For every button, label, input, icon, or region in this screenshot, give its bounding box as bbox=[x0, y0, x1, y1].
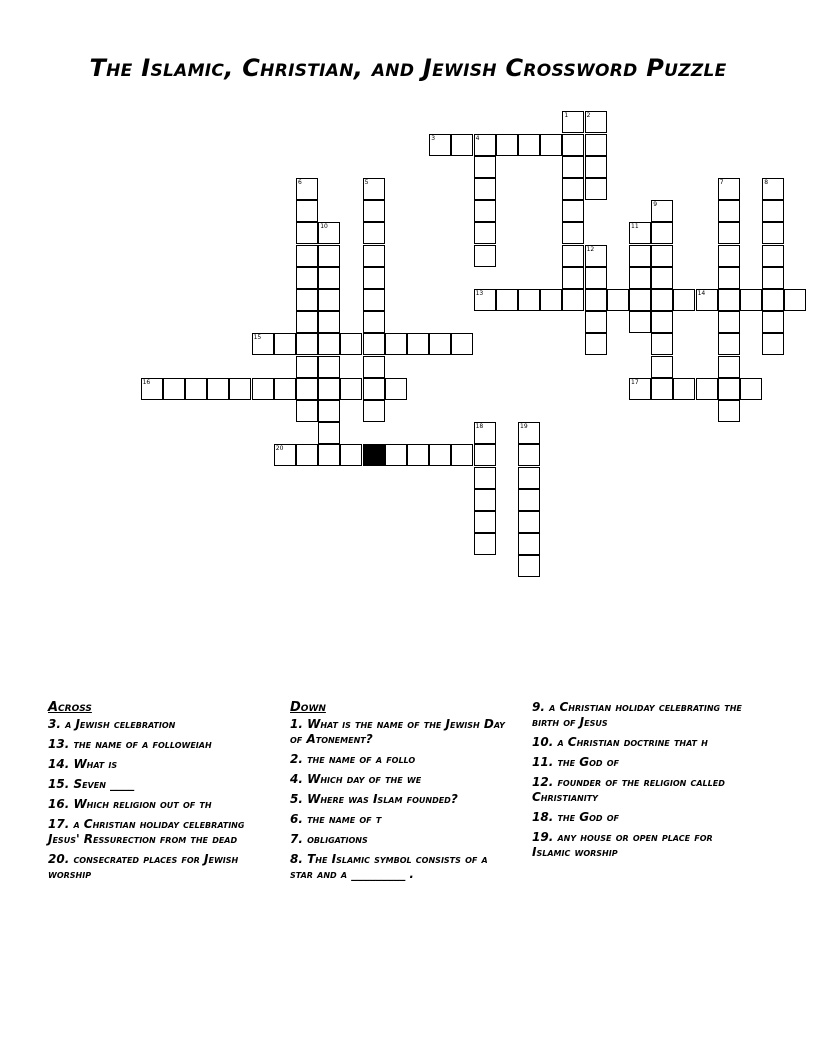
grid-cell[interactable] bbox=[562, 245, 584, 267]
clue-number-label: 8. bbox=[290, 852, 308, 866]
clue-number-label: 11. bbox=[532, 755, 558, 769]
grid-cell[interactable] bbox=[318, 356, 340, 378]
grid-cell[interactable] bbox=[540, 134, 562, 156]
clue-number-label: 9. bbox=[532, 700, 550, 714]
across-heading: Across bbox=[48, 700, 92, 715]
grid-cell[interactable] bbox=[274, 378, 296, 400]
grid-cell[interactable] bbox=[762, 200, 784, 222]
grid-cell[interactable] bbox=[585, 134, 607, 156]
grid-cell[interactable] bbox=[496, 134, 518, 156]
grid-cell[interactable] bbox=[762, 222, 784, 244]
clue-text: consecrated places for Jewish worship bbox=[48, 852, 239, 881]
grid-cell[interactable] bbox=[474, 533, 496, 555]
grid-cell[interactable] bbox=[718, 289, 740, 311]
clue-text: founder of the religion called Christianity bbox=[532, 775, 725, 804]
grid-cell[interactable] bbox=[718, 333, 740, 355]
clue-text: a Christian doctrine that h bbox=[557, 735, 708, 749]
grid-cell[interactable] bbox=[762, 289, 784, 311]
grid-cell[interactable] bbox=[629, 289, 651, 311]
clue-number-label: 15. bbox=[48, 777, 74, 791]
grid-cell[interactable] bbox=[651, 267, 673, 289]
grid-cell[interactable] bbox=[718, 245, 740, 267]
clue-item bbox=[532, 775, 754, 805]
grid-cell[interactable] bbox=[518, 467, 540, 489]
grid-cell[interactable] bbox=[585, 333, 607, 355]
clue-number-label: 18. bbox=[532, 810, 558, 824]
black-cell bbox=[363, 444, 385, 466]
clue-item bbox=[532, 810, 754, 825]
clue-number: 4 bbox=[475, 134, 480, 142]
grid-cell[interactable] bbox=[318, 422, 340, 444]
grid-cell[interactable] bbox=[718, 222, 740, 244]
grid-cell[interactable] bbox=[474, 467, 496, 489]
clue-number: 12 bbox=[586, 245, 595, 253]
clue-number: 3 bbox=[431, 134, 436, 142]
clue-item bbox=[532, 735, 754, 750]
grid-cell[interactable] bbox=[185, 378, 207, 400]
grid-cell[interactable] bbox=[718, 356, 740, 378]
clue-text: the name of a follo bbox=[307, 752, 416, 766]
grid-cell[interactable] bbox=[562, 178, 584, 200]
grid-cell[interactable] bbox=[451, 333, 473, 355]
grid-cell[interactable] bbox=[762, 267, 784, 289]
grid-cell[interactable] bbox=[562, 200, 584, 222]
clue-item bbox=[532, 755, 754, 770]
grid-cell[interactable] bbox=[718, 311, 740, 333]
grid-cell[interactable] bbox=[363, 378, 385, 400]
grid-cell[interactable] bbox=[363, 289, 385, 311]
clue-text: a Christian holiday celebrating the birth of Jesus bbox=[532, 700, 742, 729]
grid-cell[interactable] bbox=[562, 222, 584, 244]
grid-cell[interactable] bbox=[585, 289, 607, 311]
clue-number-label: 6. bbox=[290, 812, 308, 826]
grid-cell[interactable] bbox=[141, 378, 163, 400]
grid-cell[interactable] bbox=[518, 422, 540, 444]
grid-cell[interactable] bbox=[296, 333, 318, 355]
grid-cell[interactable] bbox=[318, 333, 340, 355]
clue-number-label: 3. bbox=[48, 717, 66, 731]
grid-cell[interactable] bbox=[407, 333, 429, 355]
grid-cell[interactable] bbox=[340, 378, 362, 400]
grid-cell[interactable] bbox=[474, 245, 496, 267]
grid-cell[interactable] bbox=[762, 178, 784, 200]
grid-cell[interactable] bbox=[651, 311, 673, 333]
clue-item bbox=[290, 792, 512, 807]
grid-cell[interactable] bbox=[651, 378, 673, 400]
grid-cell[interactable] bbox=[562, 289, 584, 311]
grid-cell[interactable] bbox=[518, 289, 540, 311]
grid-cell[interactable] bbox=[363, 200, 385, 222]
grid-cell[interactable] bbox=[629, 245, 651, 267]
down-clues-continued bbox=[532, 700, 754, 865]
grid-cell[interactable] bbox=[762, 333, 784, 355]
grid-cell[interactable] bbox=[274, 444, 296, 466]
clue-item bbox=[48, 852, 270, 882]
grid-cell[interactable] bbox=[740, 378, 762, 400]
clue-number: 8 bbox=[764, 179, 769, 186]
clue-item bbox=[48, 737, 270, 752]
grid-cell[interactable] bbox=[296, 400, 318, 422]
grid-cell[interactable] bbox=[274, 333, 296, 355]
grid-cell[interactable] bbox=[607, 289, 629, 311]
clue-number-label: 19. bbox=[532, 830, 558, 844]
grid-cell[interactable] bbox=[718, 378, 740, 400]
grid-cell[interactable] bbox=[340, 333, 362, 355]
grid-cell[interactable] bbox=[429, 333, 451, 355]
grid-cell[interactable] bbox=[385, 333, 407, 355]
grid-cell[interactable] bbox=[518, 489, 540, 511]
grid-cell[interactable] bbox=[540, 289, 562, 311]
grid-cell[interactable] bbox=[296, 267, 318, 289]
grid-cell[interactable] bbox=[629, 311, 651, 333]
grid-cell[interactable] bbox=[296, 200, 318, 222]
grid-cell[interactable] bbox=[429, 444, 451, 466]
grid-cell[interactable] bbox=[363, 356, 385, 378]
grid-cell[interactable] bbox=[474, 289, 496, 311]
clue-text: What is the name of the Jewish Day of Atonement? bbox=[290, 717, 505, 746]
grid-cell[interactable] bbox=[385, 444, 407, 466]
clue-text: Which day of the we bbox=[307, 772, 422, 786]
grid-cell[interactable] bbox=[363, 178, 385, 200]
clue-number-label: 12. bbox=[532, 775, 558, 789]
grid-cell[interactable] bbox=[340, 444, 362, 466]
clue-number-label: 14. bbox=[48, 757, 74, 771]
clue-item bbox=[290, 812, 512, 827]
clue-item bbox=[48, 717, 270, 732]
grid-cell[interactable] bbox=[585, 156, 607, 178]
clue-item bbox=[290, 852, 512, 882]
page-title: The Islamic, Christian, and Jewish Crossword Puzzle bbox=[89, 54, 727, 82]
grid-cell[interactable] bbox=[718, 400, 740, 422]
clue-number: 11 bbox=[631, 223, 639, 231]
clue-number-label: 10. bbox=[532, 735, 558, 749]
grid-cell[interactable] bbox=[629, 267, 651, 289]
grid-cell[interactable] bbox=[296, 222, 318, 244]
clue-number-label: 7. bbox=[290, 832, 308, 846]
grid-cell[interactable] bbox=[296, 311, 318, 333]
grid-cell[interactable] bbox=[651, 333, 673, 355]
grid-cell[interactable] bbox=[585, 178, 607, 200]
grid-cell[interactable] bbox=[518, 533, 540, 555]
clue-item bbox=[48, 777, 270, 792]
grid-cell[interactable] bbox=[562, 134, 584, 156]
grid-cell[interactable] bbox=[474, 511, 496, 533]
grid-cell[interactable] bbox=[318, 311, 340, 333]
grid-cell[interactable] bbox=[562, 156, 584, 178]
clue-number: 1 bbox=[564, 112, 569, 120]
grid-cell[interactable] bbox=[474, 134, 496, 156]
clue-number: 14 bbox=[697, 290, 706, 297]
grid-cell[interactable] bbox=[296, 356, 318, 378]
grid-cell[interactable] bbox=[585, 311, 607, 333]
grid-cell[interactable] bbox=[673, 378, 695, 400]
clue-item bbox=[290, 717, 512, 747]
down-clues bbox=[290, 700, 512, 887]
grid-cell[interactable] bbox=[229, 378, 251, 400]
clue-number-label: 16. bbox=[48, 797, 74, 811]
clue-text: Seven ____ bbox=[73, 777, 135, 791]
grid-cell[interactable] bbox=[318, 222, 340, 244]
clue-text: The Islamic symbol consists of a star and a _________ . bbox=[290, 852, 488, 881]
grid-cell[interactable] bbox=[474, 222, 496, 244]
clue-number: 13 bbox=[475, 290, 484, 297]
grid-cell[interactable] bbox=[585, 111, 607, 133]
clue-item bbox=[290, 752, 512, 767]
grid-cell[interactable] bbox=[318, 245, 340, 267]
clue-number: 15 bbox=[253, 334, 262, 342]
grid-cell[interactable] bbox=[496, 289, 518, 311]
grid-cell[interactable] bbox=[363, 333, 385, 355]
grid-cell[interactable] bbox=[562, 111, 584, 133]
grid-cell[interactable] bbox=[385, 378, 407, 400]
clue-text: the name of t bbox=[307, 812, 382, 826]
clue-text: the God of bbox=[557, 810, 619, 824]
grid-cell[interactable] bbox=[562, 267, 584, 289]
grid-cell[interactable] bbox=[252, 333, 274, 355]
grid-cell[interactable] bbox=[696, 378, 718, 400]
clue-number: 19 bbox=[520, 423, 528, 431]
clue-item bbox=[532, 830, 754, 860]
grid-cell[interactable] bbox=[651, 222, 673, 244]
clue-number: 17 bbox=[631, 378, 639, 386]
grid-cell[interactable] bbox=[784, 289, 806, 311]
clue-text: any house or open place for Islamic worship bbox=[532, 830, 713, 859]
clue-number: 7 bbox=[719, 179, 724, 186]
grid-cell[interactable] bbox=[518, 134, 540, 156]
grid-cell[interactable] bbox=[585, 245, 607, 267]
grid-cell[interactable] bbox=[474, 422, 496, 444]
clue-item bbox=[48, 817, 270, 847]
clue-text: the God of bbox=[557, 755, 619, 769]
clue-number: 16 bbox=[142, 378, 151, 386]
clue-number-label: 5. bbox=[290, 792, 308, 806]
grid-cell[interactable] bbox=[474, 444, 496, 466]
grid-cell[interactable] bbox=[207, 378, 229, 400]
clue-text: Where was Islam founded? bbox=[307, 792, 458, 806]
grid-cell[interactable] bbox=[762, 245, 784, 267]
clue-item bbox=[48, 797, 270, 812]
grid-cell[interactable] bbox=[651, 200, 673, 222]
grid-cell[interactable] bbox=[296, 444, 318, 466]
grid-cell[interactable] bbox=[474, 156, 496, 178]
clue-text: a Jewish celebration bbox=[65, 717, 176, 731]
grid-cell[interactable] bbox=[518, 511, 540, 533]
clue-number-label: 13. bbox=[48, 737, 74, 751]
clue-number-label: 4. bbox=[290, 772, 308, 786]
grid-cell[interactable] bbox=[740, 289, 762, 311]
grid-cell[interactable] bbox=[762, 311, 784, 333]
clue-number: 18 bbox=[475, 423, 484, 431]
grid-cell[interactable] bbox=[163, 378, 185, 400]
clue-item bbox=[290, 832, 512, 847]
grid-cell[interactable] bbox=[252, 378, 274, 400]
grid-cell[interactable] bbox=[318, 267, 340, 289]
clue-text: What is bbox=[73, 757, 118, 771]
grid-cell[interactable] bbox=[518, 555, 540, 577]
grid-cell[interactable] bbox=[363, 311, 385, 333]
grid-cell[interactable] bbox=[318, 378, 340, 400]
grid-cell[interactable] bbox=[718, 178, 740, 200]
clue-number-label: 2. bbox=[290, 752, 308, 766]
clue-number: 5 bbox=[364, 179, 369, 186]
clue-number-label: 17. bbox=[48, 817, 74, 831]
clue-number: 20 bbox=[275, 445, 284, 453]
clue-text: obligations bbox=[307, 832, 368, 846]
grid-cell[interactable] bbox=[651, 245, 673, 267]
clue-number-label: 20. bbox=[48, 852, 74, 866]
grid-cell[interactable] bbox=[407, 444, 429, 466]
clue-number: 6 bbox=[298, 179, 302, 186]
clue-text: Which religion out of th bbox=[73, 797, 212, 811]
grid-cell[interactable] bbox=[296, 378, 318, 400]
grid-cell[interactable] bbox=[451, 444, 473, 466]
grid-cell[interactable] bbox=[429, 134, 451, 156]
grid-cell[interactable] bbox=[518, 444, 540, 466]
grid-cell[interactable] bbox=[673, 289, 695, 311]
clue-number: 10 bbox=[320, 223, 328, 231]
clue-text: the name of a followeiah bbox=[73, 737, 212, 751]
grid-cell[interactable] bbox=[474, 178, 496, 200]
grid-cell[interactable] bbox=[474, 489, 496, 511]
grid-cell[interactable] bbox=[363, 400, 385, 422]
clue-number: 2 bbox=[586, 112, 591, 120]
grid-cell[interactable] bbox=[296, 289, 318, 311]
grid-cell[interactable] bbox=[651, 289, 673, 311]
grid-cell[interactable] bbox=[318, 400, 340, 422]
grid-cell[interactable] bbox=[451, 134, 473, 156]
grid-cell[interactable] bbox=[651, 356, 673, 378]
grid-cell[interactable] bbox=[696, 289, 718, 311]
clue-number-label: 1. bbox=[290, 717, 308, 731]
clue-item bbox=[48, 757, 270, 772]
across-clues bbox=[48, 700, 270, 887]
grid-cell[interactable] bbox=[629, 222, 651, 244]
clue-item bbox=[532, 700, 754, 730]
grid-cell[interactable] bbox=[585, 267, 607, 289]
grid-cell[interactable] bbox=[296, 178, 318, 200]
grid-cell[interactable] bbox=[296, 245, 318, 267]
grid-cell[interactable] bbox=[318, 289, 340, 311]
grid-cell[interactable] bbox=[318, 444, 340, 466]
down-heading: Down bbox=[290, 700, 326, 715]
grid-cell[interactable] bbox=[629, 378, 651, 400]
grid-cell[interactable] bbox=[718, 267, 740, 289]
grid-cell[interactable] bbox=[363, 222, 385, 244]
clue-number: 9 bbox=[653, 201, 658, 209]
clue-item bbox=[290, 772, 512, 787]
grid-cell[interactable] bbox=[363, 245, 385, 267]
grid-cell[interactable] bbox=[474, 200, 496, 222]
grid-cell[interactable] bbox=[363, 267, 385, 289]
clue-text: a Christian holiday celebrating Jesus' Ressurection from the dead bbox=[48, 817, 245, 846]
grid-cell[interactable] bbox=[718, 200, 740, 222]
